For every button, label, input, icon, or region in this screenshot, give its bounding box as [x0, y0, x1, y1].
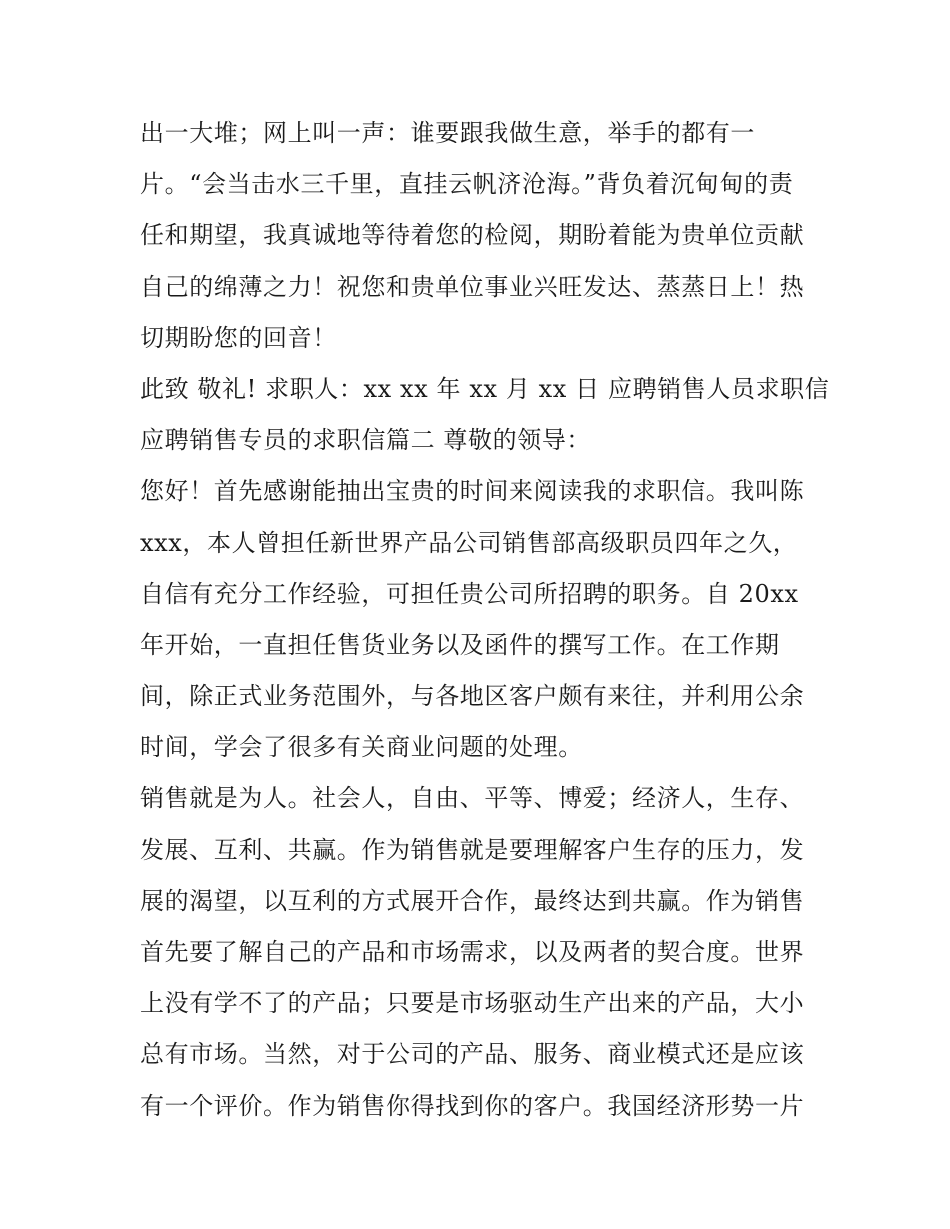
text-line: 此致 敬礼! 求职人：xx xx 年 xx 月 xx 日 应聘销售人员求职信 — [140, 374, 830, 403]
text-line: 出一大堆；网上叫一声：谁要跟我做生意，举手的都有一 — [140, 119, 755, 147]
text-line: 时间，学会了很多有关商业问题的处理。 — [140, 733, 583, 762]
text-line: 首先要了解自己的产品和市场需求，以及两者的契合度。世界 — [140, 938, 805, 966]
text-line: 有一个评价。作为销售你得找到你的客户。我国经济形势一片 — [140, 1091, 805, 1120]
text-line: 展的渴望，以互利的方式展开合作，最终达到共赢。作为销售 — [140, 886, 805, 915]
text-line: 自己的绵薄之力！祝您和贵单位事业兴旺发达、蒸蒸日上！热 — [140, 272, 805, 301]
document-body-text — [140, 108, 830, 1132]
text-line: 您好！首先感谢能抽出宝贵的时间来阅读我的求职信。我叫陈 — [140, 477, 805, 506]
text-line: xxx，本人曾担任新世界产品公司销售部高级职员四年之久， — [140, 528, 798, 557]
text-line: 上没有学不了的产品；只要是市场驱动生产出来的产品，大小 — [140, 989, 805, 1018]
text-line: 片。“会当击水三千里，直挂云帆济沧海。”背负着沉甸甸的责 — [140, 170, 794, 199]
text-line: 任和期望，我真诚地等待着您的检阅，期盼着能为贵单位贡献 — [140, 221, 805, 250]
text-line: 年开始，一直担任售货业务以及函件的撰写工作。在工作期 — [140, 630, 780, 659]
text-line: 总有市场。当然，对于公司的产品、服务、商业模式还是应该 — [140, 1040, 805, 1069]
text-line: 切期盼您的回音！ — [140, 323, 337, 352]
text-line: 间，除正式业务范围外，与各地区客户颇有来往，并利用公余 — [140, 682, 805, 711]
text-line: 应聘销售专员的求职信篇二 尊敬的领导： — [140, 426, 592, 455]
text-line: 销售就是为人。社会人，自由、平等、博爱；经济人，生存、 — [140, 784, 805, 813]
text-line: 自信有充分工作经验，可担任贵公司所招聘的职务。自 20xx — [140, 579, 799, 608]
text-line: 发展、互利、共赢。作为销售就是要理解客户生存的压力，发 — [140, 835, 805, 864]
